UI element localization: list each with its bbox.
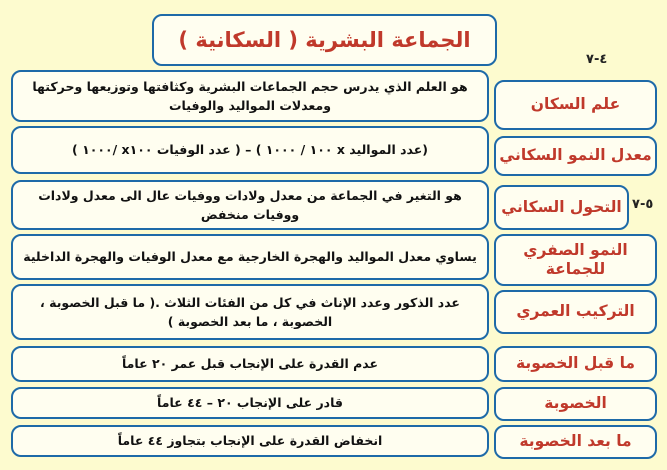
- slide-number-middle: ٥-٧: [632, 197, 654, 212]
- definition-post-reproductive: انخفاض القدرة على الإنجاب بتجاوز ٤٤ عاماً: [11, 425, 489, 457]
- term-population-science: علم السكان: [494, 80, 657, 130]
- definition-population-science: هو العلم الذي يدرس حجم الجماعات البشرية وكثافتها وتوزيعها وحركتها ومعدلات المواليد والوفيات: [11, 70, 489, 122]
- definition-reproductive: قادر على الإنجاب ٢٠ – ٤٤ عاماً: [11, 387, 489, 419]
- term-reproductive: الخصوبة: [494, 387, 657, 421]
- term-population-growth-rate: معدل النمو السكاني: [494, 136, 657, 176]
- definition-population-growth-rate: (عدد المواليد x ١٠٠ / ١٠٠٠ ) – ( عدد الوفيات x١٠٠ /١٠٠٠ ): [11, 126, 489, 174]
- term-post-reproductive: ما بعد الخصوبة: [494, 425, 657, 459]
- term-zero-population-growth: النمو الصفري للجماعة: [494, 234, 657, 286]
- term-demographic-transition: التحول السكاني: [494, 185, 629, 230]
- definition-pre-reproductive: عدم القدرة على الإنجاب قبل عمر ٢٠ عاماً: [11, 346, 489, 382]
- term-pre-reproductive: ما قبل الخصوبة: [494, 346, 657, 382]
- term-age-structure: التركيب العمري: [494, 290, 657, 334]
- definition-zero-population-growth: يساوي معدل المواليد والهجرة الخارجية مع معدل الوفيات والهجرة الداخلية: [11, 234, 489, 280]
- page-title: الجماعة البشرية ( السكانية ): [152, 14, 497, 66]
- definition-age-structure: عدد الذكور وعدد الإناث في كل من الفئات الثلاث .( ما قبل الخصوبة ، الخصوبة ، ما بعد الخصوبة ): [11, 284, 489, 340]
- slide-number-top: ٤-٧: [586, 52, 608, 67]
- definition-demographic-transition: هو التغير في الجماعة من معدل ولادات ووفيات عال الى معدل ولادات ووفيات منخفض: [11, 180, 489, 230]
